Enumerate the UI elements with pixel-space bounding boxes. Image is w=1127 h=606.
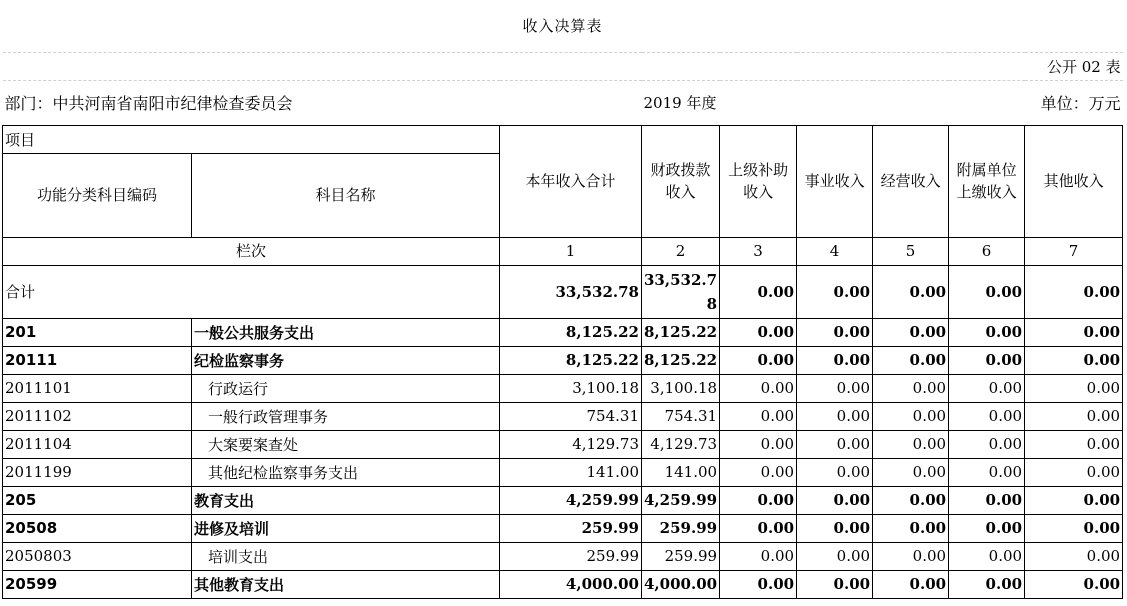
- column-index-cell: 2: [642, 237, 720, 265]
- amount-cell: 0.00: [797, 486, 873, 514]
- total-value: 0.00: [797, 265, 873, 318]
- amount-cell: 0.00: [873, 346, 949, 374]
- subject-code: 2011104: [3, 430, 192, 458]
- amount-cell: 0.00: [797, 570, 873, 598]
- amount-cell: 4,000.00: [500, 570, 642, 598]
- total-value: 0.00: [949, 265, 1025, 318]
- header-subsidy: 上级补助收入: [720, 125, 797, 237]
- amount-cell: 0.00: [1025, 346, 1123, 374]
- amount-cell: 3,100.18: [642, 374, 720, 402]
- header-fiscal: 财政拨款收入: [642, 125, 720, 237]
- header-affiliate: 附属单位上缴收入: [949, 125, 1025, 237]
- table-row: [3, 374, 1123, 402]
- subject-code: 20508: [3, 514, 192, 542]
- amount-cell: 0.00: [1025, 570, 1123, 598]
- amount-cell: 0.00: [720, 570, 797, 598]
- amount-cell: 4,129.73: [642, 430, 720, 458]
- form-number: 公开 02 表: [1025, 52, 1123, 80]
- table-row: [3, 542, 1123, 570]
- total-value: 0.00: [873, 265, 949, 318]
- subject-code: 20599: [3, 570, 192, 598]
- subject-code: 2011199: [3, 458, 192, 486]
- amount-cell: 259.99: [500, 514, 642, 542]
- table-row: [3, 458, 1123, 486]
- amount-cell: 0.00: [1025, 486, 1123, 514]
- header-other: 其他收入: [1025, 125, 1123, 237]
- header-item: 项目: [3, 125, 500, 153]
- amount-cell: 8,125.22: [642, 318, 720, 346]
- amount-cell: 0.00: [797, 458, 873, 486]
- column-index-label: 栏次: [3, 237, 500, 265]
- amount-cell: 0.00: [873, 486, 949, 514]
- column-index-cell: 5: [873, 237, 949, 265]
- subject-name: 培训支出: [192, 542, 500, 570]
- total-value: 33,532.78: [642, 265, 720, 318]
- column-index-cell: 3: [720, 237, 797, 265]
- column-index-cell: 6: [949, 237, 1025, 265]
- amount-cell: 4,259.99: [500, 486, 642, 514]
- total-value: 0.00: [1025, 265, 1123, 318]
- total-value: 33,532.78: [500, 265, 642, 318]
- amount-cell: 0.00: [1025, 402, 1123, 430]
- income-final-accounts-table: [2, 0, 1123, 599]
- amount-cell: 0.00: [949, 514, 1025, 542]
- amount-cell: 0.00: [797, 430, 873, 458]
- amount-cell: 3,100.18: [500, 374, 642, 402]
- amount-cell: 0.00: [720, 318, 797, 346]
- subject-name: 大案要案查处: [192, 430, 500, 458]
- amount-cell: 141.00: [500, 458, 642, 486]
- amount-cell: 0.00: [949, 318, 1025, 346]
- table-row: [3, 430, 1123, 458]
- amount-cell: 4,129.73: [500, 430, 642, 458]
- amount-cell: 8,125.22: [500, 318, 642, 346]
- header-career: 事业收入: [797, 125, 873, 237]
- header-business: 经营收入: [873, 125, 949, 237]
- unit-label: 单位：万元: [1025, 80, 1123, 125]
- amount-cell: 0.00: [949, 374, 1025, 402]
- amount-cell: 8,125.22: [642, 346, 720, 374]
- amount-cell: 4,000.00: [642, 570, 720, 598]
- subject-name: 纪检监察事务: [192, 346, 500, 374]
- amount-cell: 0.00: [873, 430, 949, 458]
- header-name: 科目名称: [192, 153, 500, 237]
- subject-code: 2011101: [3, 374, 192, 402]
- amount-cell: 754.31: [642, 402, 720, 430]
- header-code: 功能分类科目编码: [3, 153, 192, 237]
- amount-cell: 0.00: [1025, 542, 1123, 570]
- amount-cell: 0.00: [873, 542, 949, 570]
- amount-cell: 0.00: [797, 346, 873, 374]
- column-index-cell: 1: [500, 237, 642, 265]
- subject-name: 一般行政管理事务: [192, 402, 500, 430]
- table-row: [3, 402, 1123, 430]
- amount-cell: 141.00: [642, 458, 720, 486]
- subject-name: 其他纪检监察事务支出: [192, 458, 500, 486]
- amount-cell: 0.00: [720, 402, 797, 430]
- amount-cell: 0.00: [949, 346, 1025, 374]
- amount-cell: 0.00: [1025, 318, 1123, 346]
- amount-cell: 0.00: [1025, 458, 1123, 486]
- amount-cell: 0.00: [720, 430, 797, 458]
- page-title: 收入决算表: [3, 0, 1123, 52]
- department-label: 部门：中共河南省南阳市纪律检查委员会: [3, 80, 500, 125]
- amount-cell: 0.00: [949, 486, 1025, 514]
- amount-cell: 0.00: [797, 374, 873, 402]
- amount-cell: 0.00: [1025, 514, 1123, 542]
- amount-cell: 0.00: [873, 318, 949, 346]
- amount-cell: 0.00: [1025, 430, 1123, 458]
- amount-cell: 0.00: [797, 514, 873, 542]
- amount-cell: 0.00: [949, 430, 1025, 458]
- column-index-cell: 4: [797, 237, 873, 265]
- amount-cell: 0.00: [797, 402, 873, 430]
- amount-cell: 0.00: [720, 374, 797, 402]
- amount-cell: 0.00: [873, 402, 949, 430]
- subject-code: 201: [3, 318, 192, 346]
- subject-code: 205: [3, 486, 192, 514]
- subject-name: 行政运行: [192, 374, 500, 402]
- amount-cell: 0.00: [720, 346, 797, 374]
- amount-cell: 0.00: [949, 458, 1025, 486]
- amount-cell: 754.31: [500, 402, 642, 430]
- amount-cell: 0.00: [720, 486, 797, 514]
- amount-cell: 259.99: [642, 542, 720, 570]
- subject-code: 20111: [3, 346, 192, 374]
- amount-cell: 8,125.22: [500, 346, 642, 374]
- header-total: 本年收入合计: [500, 125, 642, 237]
- subject-name: 教育支出: [192, 486, 500, 514]
- amount-cell: 0.00: [873, 374, 949, 402]
- subject-name: 其他教育支出: [192, 570, 500, 598]
- table-row: [3, 486, 1123, 514]
- year-label: 2019 年度: [642, 80, 797, 125]
- amount-cell: 259.99: [642, 514, 720, 542]
- amount-cell: 0.00: [797, 318, 873, 346]
- amount-cell: 259.99: [500, 542, 642, 570]
- amount-cell: 0.00: [949, 542, 1025, 570]
- amount-cell: 0.00: [797, 542, 873, 570]
- table-row: [3, 514, 1123, 542]
- amount-cell: 0.00: [720, 458, 797, 486]
- column-index-cell: 7: [1025, 237, 1123, 265]
- amount-cell: 0.00: [949, 570, 1025, 598]
- total-label: 合计: [3, 265, 500, 318]
- table-row: [3, 570, 1123, 598]
- amount-cell: 0.00: [873, 570, 949, 598]
- subject-code: 2050803: [3, 542, 192, 570]
- amount-cell: 0.00: [949, 402, 1025, 430]
- subject-name: 进修及培训: [192, 514, 500, 542]
- total-value: 0.00: [720, 265, 797, 318]
- subject-code: 2011102: [3, 402, 192, 430]
- amount-cell: 4,259.99: [642, 486, 720, 514]
- table-row: [3, 318, 1123, 346]
- amount-cell: 0.00: [873, 458, 949, 486]
- table-row: [3, 346, 1123, 374]
- amount-cell: 0.00: [1025, 374, 1123, 402]
- subject-name: 一般公共服务支出: [192, 318, 500, 346]
- amount-cell: 0.00: [720, 542, 797, 570]
- amount-cell: 0.00: [873, 514, 949, 542]
- amount-cell: 0.00: [720, 514, 797, 542]
